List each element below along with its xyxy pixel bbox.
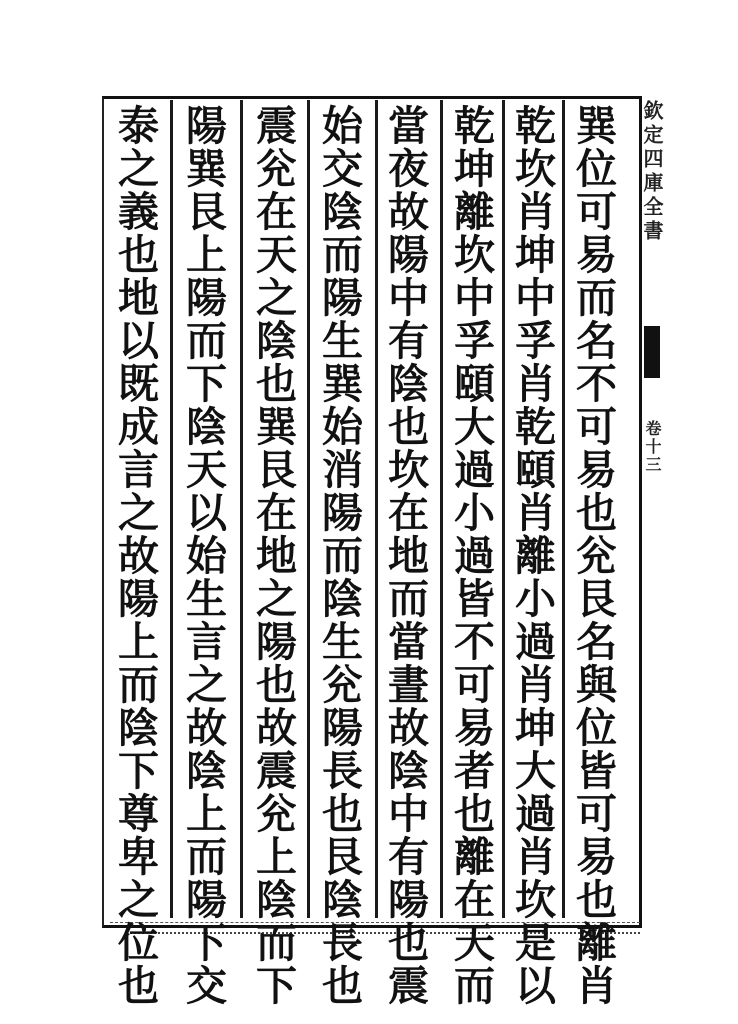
text-column-5: 始交陰而陽生巽始消陽而陰生兊陽長也艮陰長也	[315, 104, 363, 1007]
column-rule	[240, 100, 243, 918]
text-column-4: 當夜故陽中有陰也坎在地而當晝故陰中有陽也震	[381, 104, 429, 1007]
column-rule	[170, 100, 173, 918]
text-column-6: 震兊在天之陰也巽艮在地之陽也故震兊上陰而下	[249, 104, 297, 1007]
column-rule	[375, 100, 378, 918]
text-column-8: 泰之義也地以既成言之故陽上而陰下尊卑之位也	[111, 104, 159, 1007]
column-rule	[440, 100, 443, 918]
column-rule	[307, 100, 310, 918]
text-column-3: 乾坤離坎中孚頤大過小過皆不可易者也離在天而	[447, 104, 495, 1007]
text-column-1: 巽位可易而名不可易也兊艮名與位皆可易也離肖	[569, 104, 617, 1007]
column-rule	[502, 100, 505, 918]
margin-fish-tail	[644, 326, 660, 378]
column-rule	[562, 100, 565, 918]
text-column-2: 乾坎肖坤中孚肖乾頤肖離小過肖坤大過肖坎是以	[508, 104, 556, 1007]
text-column-7: 陽巽艮上陽而下陰天以始生言之故陰上而陽下交	[179, 104, 227, 1007]
margin-volume-label: 卷十三	[643, 420, 662, 474]
margin-book-title: 欽定四庫全書	[640, 100, 664, 244]
